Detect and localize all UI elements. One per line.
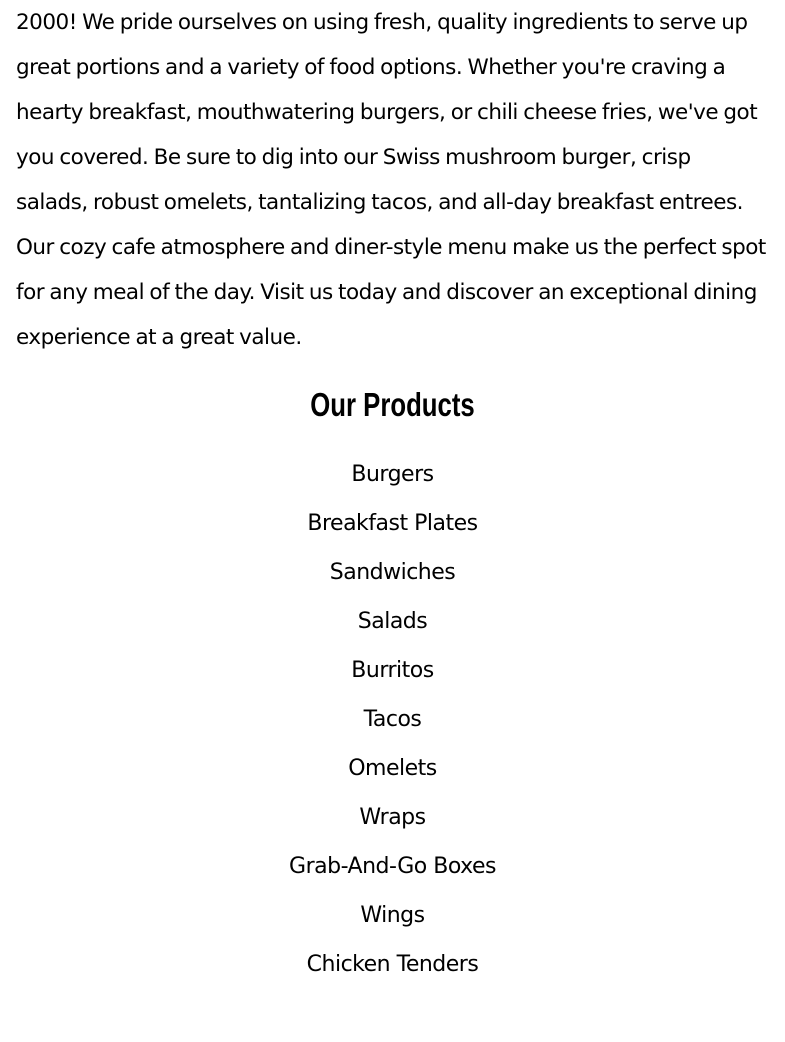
product-item-burritos[interactable]: Burritos [351, 658, 434, 683]
product-item-wings[interactable]: Wings [360, 903, 425, 928]
about-line: salads, robust omelets, tantalizing tacos, and all-day breakfast entrees. [16, 190, 743, 215]
products-heading: Our Products [310, 386, 475, 423]
product-item-sandwiches[interactable]: Sandwiches [329, 560, 456, 585]
about-line: 2000! We pride ourselves on using fresh, quality ingredients to serve up [16, 10, 748, 35]
product-item-chicken-tenders[interactable]: Chicken Tenders [306, 952, 479, 977]
about-line: you covered. Be sure to dig into our Swiss mushroom burger, crisp [16, 145, 691, 170]
products-list [0, 450, 785, 989]
product-item-tacos[interactable]: Tacos [363, 707, 422, 732]
about-line: great portions and a variety of food options. Whether you're craving a [16, 55, 726, 80]
product-item-burgers[interactable]: Burgers [351, 462, 434, 487]
product-item-salads[interactable]: Salads [357, 609, 428, 634]
product-item-omelets[interactable]: Omelets [348, 756, 437, 781]
product-item-grab-and-go-boxes[interactable]: Grab-And-Go Boxes [289, 854, 496, 879]
about-line: for any meal of the day. Visit us today and discover an exceptional dining [16, 280, 757, 305]
about-line: experience at a great value. [16, 325, 302, 350]
product-item-wraps[interactable]: Wraps [359, 805, 426, 830]
product-item-breakfast-plates[interactable]: Breakfast Plates [307, 511, 478, 536]
about-paragraph [16, 0, 776, 360]
about-line: Our cozy cafe atmosphere and diner-style menu make us the perfect spot [16, 235, 766, 260]
about-line: hearty breakfast, mouthwatering burgers, or chili cheese fries, we've got [16, 100, 758, 125]
